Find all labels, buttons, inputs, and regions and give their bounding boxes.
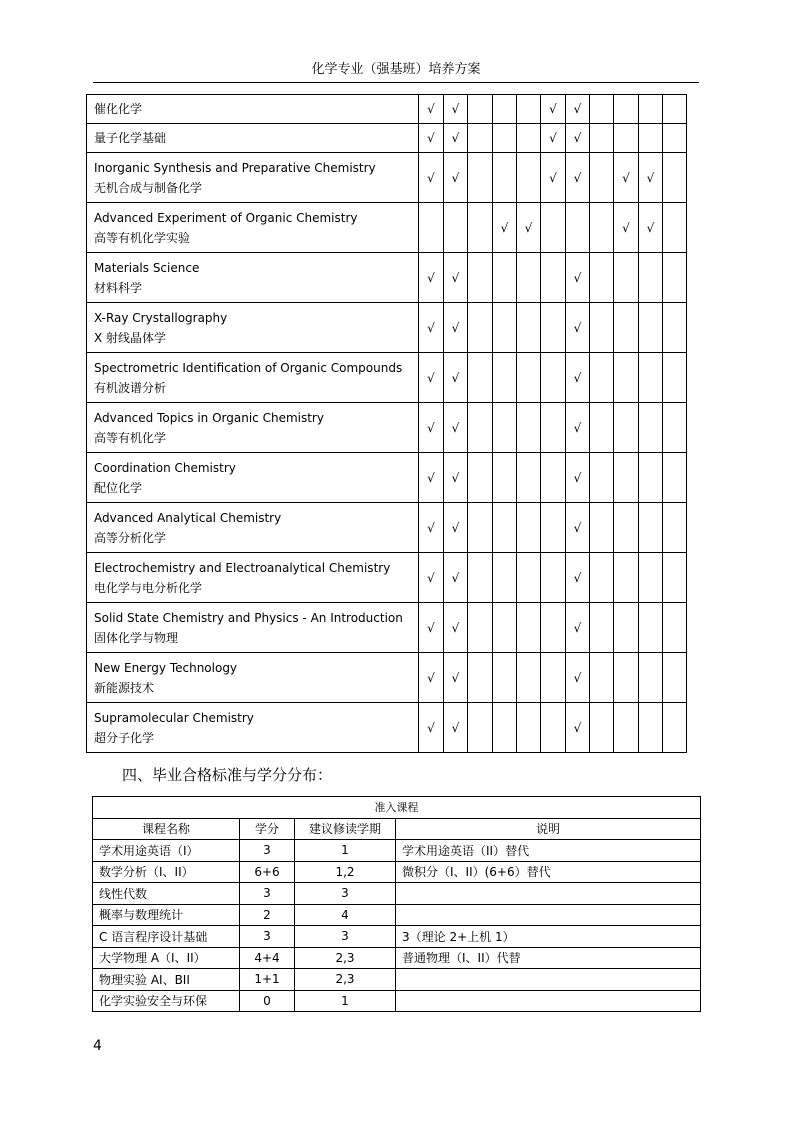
course-name-cn: X 射线晶体学 [94, 330, 167, 345]
check-mark: √ [566, 403, 590, 453]
check-mark: √ [444, 703, 468, 753]
check-mark: √ [566, 303, 590, 353]
check-mark: √ [566, 353, 590, 403]
check-mark: √ [419, 653, 444, 703]
requirement-cell [590, 653, 614, 703]
requirement-cell [663, 153, 687, 203]
credit-cell: 1+1 [240, 969, 295, 991]
course-name-cell [87, 95, 419, 124]
requirement-cell [590, 703, 614, 753]
credit-cell: 3 [240, 926, 295, 948]
course-name-cell: 大学物理 A（I、II） [93, 947, 240, 969]
requirement-cell [468, 203, 493, 253]
check-mark: √ [419, 153, 444, 203]
course-name-en: Advanced Topics in Organic Chemistry [94, 410, 324, 425]
check-mark: √ [541, 124, 566, 153]
requirement-cell [639, 95, 663, 124]
check-mark: √ [444, 303, 468, 353]
requirement-cell [468, 703, 493, 753]
matrix-row [87, 403, 714, 453]
requirement-cell [639, 503, 663, 553]
check-mark: √ [639, 153, 663, 203]
requirement-cell [614, 124, 639, 153]
requirement-cell [541, 603, 566, 653]
requirement-cell [614, 553, 639, 603]
credits-caption: 准入课程 [93, 797, 701, 819]
requirement-cell [614, 253, 639, 303]
requirement-cell [493, 503, 517, 553]
requirement-cell [541, 203, 566, 253]
requirement-cell [639, 453, 663, 503]
check-mark: √ [444, 95, 468, 124]
course-name-en: Coordination Chemistry [94, 460, 236, 475]
requirement-cell [614, 703, 639, 753]
credits-row [93, 926, 701, 948]
course-name-en: Solid State Chemistry and Physics - An Introduction [94, 610, 403, 625]
matrix-row [87, 153, 714, 203]
course-name-cell [87, 353, 419, 403]
check-mark: √ [566, 553, 590, 603]
matrix-row [87, 303, 714, 353]
requirement-cell [517, 303, 541, 353]
course-name-cell: 化学实验安全与环保 [93, 990, 240, 1012]
requirement-cell [517, 403, 541, 453]
requirement-cell [590, 503, 614, 553]
requirement-cell [468, 303, 493, 353]
course-name-cn: 超分子化学 [94, 730, 155, 745]
check-mark: √ [444, 403, 468, 453]
requirement-cell [590, 553, 614, 603]
matrix-row [87, 503, 714, 553]
course-name-cell [87, 203, 419, 253]
course-name-cell [87, 503, 419, 553]
check-mark: √ [614, 203, 639, 253]
requirement-cell [517, 603, 541, 653]
course-name-cn: 量子化学基础 [94, 131, 167, 145]
credits-table [92, 796, 701, 1012]
check-mark: √ [419, 603, 444, 653]
check-mark: √ [541, 95, 566, 124]
note-cell [396, 990, 701, 1012]
requirement-cell [663, 653, 687, 703]
course-name-en: Advanced Experiment of Organic Chemistry [94, 210, 358, 225]
course-name-cell [87, 124, 419, 153]
credit-cell: 2 [240, 904, 295, 926]
check-mark: √ [493, 203, 517, 253]
check-mark: √ [444, 253, 468, 303]
requirement-cell [639, 553, 663, 603]
check-mark: √ [639, 203, 663, 253]
requirement-cell [663, 124, 687, 153]
requirement-cell [541, 353, 566, 403]
requirement-cell [590, 153, 614, 203]
semester-cell: 1 [295, 990, 396, 1012]
note-cell: 普通物理（I、II）代替 [396, 947, 701, 969]
requirement-cell [590, 203, 614, 253]
course-name-cn: 固体化学与物理 [94, 630, 179, 645]
requirement-cell [663, 503, 687, 553]
requirement-cell [468, 603, 493, 653]
requirement-cell [590, 353, 614, 403]
requirement-cell [468, 153, 493, 203]
course-name-cell [87, 453, 419, 503]
requirement-cell [493, 453, 517, 503]
requirement-cell [541, 253, 566, 303]
header-note: 说明 [396, 818, 701, 840]
header-semester: 建议修读学期 [295, 818, 396, 840]
credits-row [93, 840, 701, 862]
check-mark: √ [566, 95, 590, 124]
requirement-cell [468, 453, 493, 503]
requirement-cell [541, 703, 566, 753]
requirement-cell [663, 303, 687, 353]
check-mark: √ [444, 124, 468, 153]
semester-cell: 3 [295, 926, 396, 948]
requirement-cell [444, 203, 468, 253]
course-name-en: X-Ray Crystallography [94, 310, 228, 325]
requirement-cell [493, 95, 517, 124]
credit-cell: 6+6 [240, 861, 295, 883]
requirement-cell [468, 124, 493, 153]
check-mark: √ [419, 553, 444, 603]
requirement-cell [663, 703, 687, 753]
check-mark: √ [614, 153, 639, 203]
check-mark: √ [541, 153, 566, 203]
course-name-cell [87, 303, 419, 353]
requirement-cell [493, 353, 517, 403]
requirement-cell [541, 303, 566, 353]
course-name-en: Electrochemistry and Electroanalytical Chemistry [94, 560, 391, 575]
requirement-cell [614, 603, 639, 653]
requirement-cell [639, 253, 663, 303]
requirement-cell [614, 503, 639, 553]
check-mark: √ [419, 453, 444, 503]
check-mark: √ [419, 303, 444, 353]
check-mark: √ [419, 353, 444, 403]
requirement-cell [493, 553, 517, 603]
course-name-cn: 电化学与电分析化学 [94, 580, 203, 595]
check-mark: √ [566, 603, 590, 653]
page-number: 4 [93, 1038, 102, 1054]
requirement-cell [590, 603, 614, 653]
course-name-cn: 材料科学 [94, 280, 143, 295]
requirement-cell [517, 703, 541, 753]
requirement-cell [517, 553, 541, 603]
credits-header-row [93, 818, 701, 840]
requirement-cell [468, 553, 493, 603]
check-mark: √ [419, 124, 444, 153]
matrix-row [87, 203, 714, 253]
matrix-row [87, 603, 714, 653]
check-mark: √ [444, 553, 468, 603]
course-name-en: Spectrometric Identification of Organic Compounds [94, 360, 403, 375]
course-matrix-table [86, 94, 714, 753]
matrix-row [87, 95, 714, 124]
matrix-row [87, 453, 714, 503]
course-name-cell [87, 653, 419, 703]
requirement-cell [468, 353, 493, 403]
course-name-cn: 无机合成与制备化学 [94, 180, 203, 195]
course-name-cell [87, 703, 419, 753]
course-name-cell [87, 553, 419, 603]
course-name-en: New Energy Technology [94, 660, 238, 675]
course-name-cell [87, 603, 419, 653]
check-mark: √ [566, 253, 590, 303]
requirement-cell [493, 603, 517, 653]
requirement-cell [590, 303, 614, 353]
course-name-cn: 高等有机化学实验 [94, 230, 191, 245]
course-name-cell [87, 153, 419, 203]
check-mark: √ [517, 203, 541, 253]
requirement-cell [517, 253, 541, 303]
requirement-cell [590, 253, 614, 303]
requirement-cell [517, 153, 541, 203]
matrix-row [87, 703, 714, 753]
check-mark: √ [444, 453, 468, 503]
credits-row [93, 861, 701, 883]
matrix-row [87, 124, 714, 153]
course-name-cell: C 语言程序设计基础 [93, 926, 240, 948]
requirement-cell [663, 203, 687, 253]
requirement-cell [541, 453, 566, 503]
requirement-cell [493, 153, 517, 203]
requirement-cell [517, 124, 541, 153]
check-mark: √ [566, 153, 590, 203]
requirement-cell [663, 95, 687, 124]
course-name-cell: 概率与数理统计 [93, 904, 240, 926]
credits-row [93, 969, 701, 991]
requirement-cell [639, 703, 663, 753]
requirement-cell [614, 453, 639, 503]
requirement-cell [663, 453, 687, 503]
note-cell: 3（理论 2+上机 1） [396, 926, 701, 948]
credit-cell: 3 [240, 840, 295, 862]
requirement-cell [566, 203, 590, 253]
requirement-cell [639, 653, 663, 703]
check-mark: √ [566, 453, 590, 503]
check-mark: √ [419, 703, 444, 753]
course-name-cell [87, 403, 419, 453]
credit-cell: 3 [240, 883, 295, 905]
check-mark: √ [419, 403, 444, 453]
requirement-cell [614, 95, 639, 124]
requirement-cell [590, 95, 614, 124]
requirement-cell [468, 403, 493, 453]
requirement-cell [493, 653, 517, 703]
check-mark: √ [419, 95, 444, 124]
course-name-cn: 新能源技术 [94, 680, 155, 695]
check-mark: √ [566, 124, 590, 153]
check-mark: √ [444, 353, 468, 403]
requirement-cell [493, 253, 517, 303]
page-header-title: 化学专业（强基班）培养方案 [311, 62, 481, 77]
requirement-cell [663, 253, 687, 303]
credits-row [93, 883, 701, 905]
requirement-cell [663, 403, 687, 453]
requirement-cell [614, 353, 639, 403]
requirement-cell [614, 653, 639, 703]
matrix-row [87, 253, 714, 303]
matrix-row [87, 353, 714, 403]
semester-cell: 4 [295, 904, 396, 926]
check-mark: √ [566, 503, 590, 553]
course-name-cell: 学术用途英语（I） [93, 840, 240, 862]
requirement-cell [493, 403, 517, 453]
requirement-cell [541, 503, 566, 553]
check-mark: √ [444, 153, 468, 203]
requirement-cell [639, 124, 663, 153]
requirement-cell [614, 403, 639, 453]
page-header [93, 58, 699, 83]
credits-row [93, 990, 701, 1012]
check-mark: √ [444, 603, 468, 653]
check-mark: √ [566, 653, 590, 703]
requirement-cell [493, 124, 517, 153]
requirement-cell [663, 353, 687, 403]
course-name-cn: 高等分析化学 [94, 530, 167, 545]
requirement-cell [639, 353, 663, 403]
matrix-row [87, 653, 714, 703]
requirement-cell [639, 603, 663, 653]
requirement-cell [517, 353, 541, 403]
requirement-cell [541, 653, 566, 703]
requirement-cell [517, 503, 541, 553]
requirement-cell [493, 303, 517, 353]
course-name-cn: 有机波谱分析 [94, 380, 167, 395]
course-name-en: Inorganic Synthesis and Preparative Chemistry [94, 160, 376, 175]
requirement-cell [614, 303, 639, 353]
requirement-cell [639, 303, 663, 353]
requirement-cell [493, 703, 517, 753]
requirement-cell [517, 453, 541, 503]
credit-cell: 4+4 [240, 947, 295, 969]
semester-cell: 2,3 [295, 969, 396, 991]
course-name-cell [87, 253, 419, 303]
header-course-name: 课程名称 [93, 818, 240, 840]
credits-caption-row [93, 797, 701, 819]
check-mark: √ [419, 253, 444, 303]
requirement-cell [663, 603, 687, 653]
check-mark: √ [444, 503, 468, 553]
credits-row [93, 904, 701, 926]
course-name-cn: 配位化学 [94, 480, 143, 495]
requirement-cell [639, 403, 663, 453]
course-name-en: Supramolecular Chemistry [94, 710, 254, 725]
course-name-cn: 高等有机化学 [94, 430, 167, 445]
semester-cell: 1 [295, 840, 396, 862]
section-title: 四、毕业合格标准与学分分布： [122, 766, 333, 784]
requirement-cell [468, 253, 493, 303]
requirement-cell [590, 124, 614, 153]
semester-cell: 1,2 [295, 861, 396, 883]
check-mark: √ [419, 503, 444, 553]
requirement-cell [468, 653, 493, 703]
requirement-cell [517, 653, 541, 703]
note-cell [396, 969, 701, 991]
header-credit: 学分 [240, 818, 295, 840]
note-cell: 学术用途英语（II）替代 [396, 840, 701, 862]
semester-cell: 2,3 [295, 947, 396, 969]
course-name-cn: 催化化学 [94, 102, 143, 116]
requirement-cell [590, 453, 614, 503]
check-mark: √ [566, 703, 590, 753]
course-name-cell: 数学分析（I、II） [93, 861, 240, 883]
requirement-cell [419, 203, 444, 253]
requirement-cell [590, 403, 614, 453]
requirement-cell [468, 95, 493, 124]
requirement-cell [468, 503, 493, 553]
note-cell [396, 904, 701, 926]
requirement-cell [517, 95, 541, 124]
note-cell: 微积分（I、II）(6+6）替代 [396, 861, 701, 883]
course-name-cell: 线性代数 [93, 883, 240, 905]
requirement-cell [541, 403, 566, 453]
matrix-row [87, 553, 714, 603]
semester-cell: 3 [295, 883, 396, 905]
note-cell [396, 883, 701, 905]
course-name-en: Materials Science [94, 260, 200, 275]
requirement-cell [541, 553, 566, 603]
credit-cell: 0 [240, 990, 295, 1012]
credits-row [93, 947, 701, 969]
requirement-cell [663, 553, 687, 603]
course-name-en: Advanced Analytical Chemistry [94, 510, 282, 525]
check-mark: √ [444, 653, 468, 703]
course-name-cell: 物理实验 AI、BII [93, 969, 240, 991]
